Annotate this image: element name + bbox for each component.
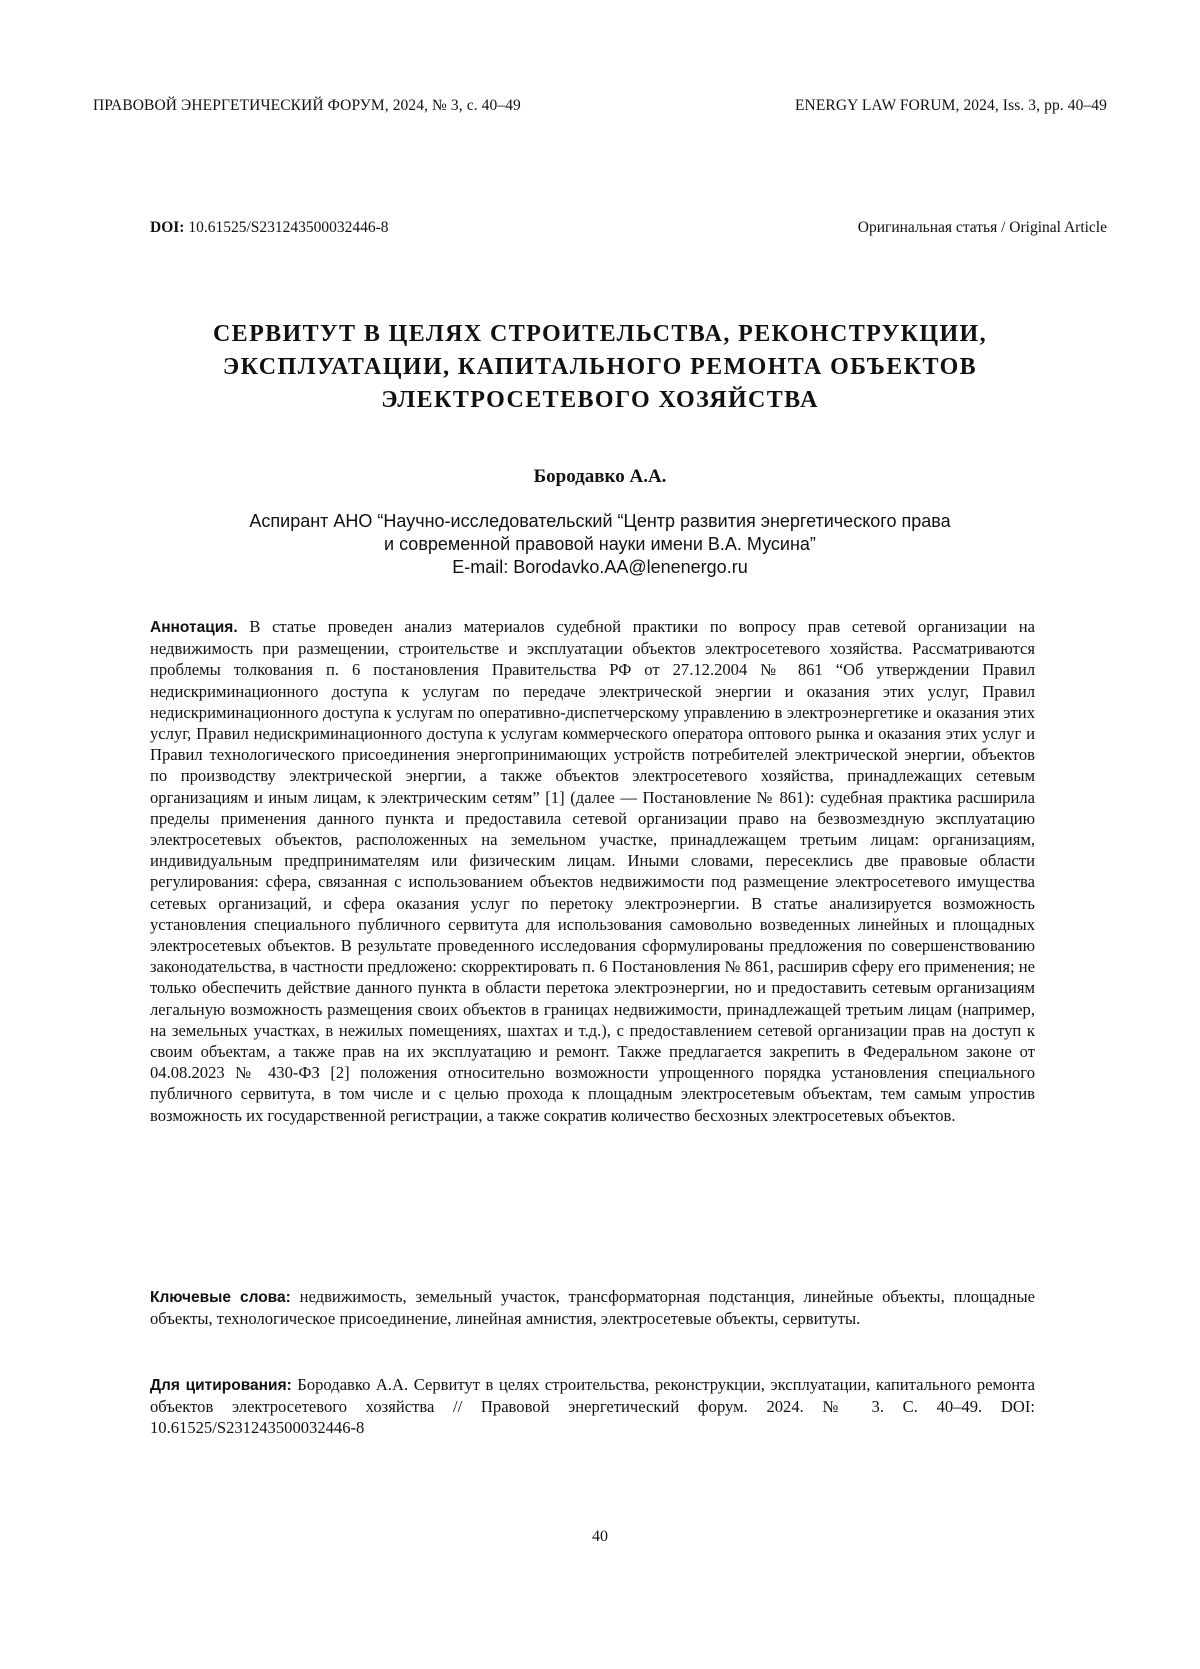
doi-value: 10.61525/S231243500032446-8 <box>184 219 389 236</box>
keywords-text: недвижимость, земельный участок, трансформаторная подстанция, линейные объекты, площадные объекты, технологическое присоединение, линейная амнистия, электросетевые объекты, сервитуты. <box>150 1287 1036 1329</box>
doi-label: DOI: <box>150 219 185 236</box>
title-line: ЭЛЕКТРОСЕТЕВОГО ХОЗЯЙСТВА <box>381 387 819 413</box>
title-line: ЭКСПЛУАТАЦИИ, КАПИТАЛЬНОГО РЕМОНТА ОБЪЕКТОВ <box>222 354 978 380</box>
abstract-label: Аннотация. <box>150 619 238 636</box>
author-affiliation <box>120 510 1080 579</box>
running-header <box>93 97 1107 115</box>
affiliation-line: Аспирант АНО “Научно-исследовательский “Центр развития энергетического права <box>249 511 951 531</box>
doi <box>150 219 389 237</box>
keywords <box>150 1286 1035 1329</box>
article-title <box>100 318 1100 417</box>
journal-header-ru: ПРАВОВОЙ ЭНЕРГЕТИЧЕСКИЙ ФОРУМ, 2024, № 3, с. 40–49 <box>93 97 521 114</box>
citation-label: Для цитирования: <box>150 1377 292 1394</box>
author-email: E-mail: Borodavko.AA@lenenergo.ru <box>452 557 748 577</box>
article-meta <box>150 219 1107 237</box>
article-type: Оригинальная статья / Original Article <box>857 219 1107 236</box>
page-number: 40 <box>592 1528 608 1545</box>
citation <box>150 1374 1035 1439</box>
title-line: СЕРВИТУТ В ЦЕЛЯХ СТРОИТЕЛЬСТВА, РЕКОНСТРУКЦИИ, <box>212 321 988 347</box>
author-name: Бородавко А.А. <box>533 466 667 487</box>
abstract-text: В статье проведен анализ материалов судебной практики по вопросу прав сетевой организации на недвижимость при размещении, строительстве и эксплуатации объектов электросетевого хозяйства. Рассматриваются проблемы толкования п. 6 постановления Правительства РФ от 27.12.2004 № 861 “Об утверждении Правил недискриминационного доступа к услугам по передаче электрической энергии и оказания этих услуг, Правил недискриминационного доступа к услугам по оперативно-диспетчерскому управлению в электроэнергетике и оказания этих услуг, Правил недискриминационного доступа к услугам коммерческого оператора оптового рынка и оказания этих услуг и Правил технологического присоединения энергопринимающих устройств потребителей электрической энергии, объектов по производству электрической энергии, а также объектов электросетевого хозяйства, принадлежащих сетевым организациям и иным лицам, к электрическим сетям” [1] (далее — Постановление № 861): судебная практика расширила пределы применения данного пункта и предоставила сетевой организации право на безвозмездную эксплуатацию электросетевых объектов, расположенных на земельном участке, принадлежащем третьим лицам: организациям, индивидуальным предпринимателям или физическим лицам. Иными словами, пересеклись две правовые области регулирования: сфера, связанная с использованием объектов недвижимости под размещение электросетевого имущества сетевых организаций, и сфера оказания услуг по перетоку электроэнергии. В статье анализируется возможность установления специального публичного сервитута для использования самовольно возведенных линейных и площадных электросетевых объектов. В результате проведенного исследования сформулированы предложения по совершенствованию законодательства, в частности предложено: скорректировать п. 6 Постановления № 861, расширив сферу его применения; не только обеспечить действие данного пункта в области перетока электроэнергии, но и предоставить сетевым организациям легальную возможность размещения своих объектов в границах недвижимости, принадлежащей третьим лицам (например, на земельных участках, в нежилых помещениях, шахтах и т.д.), с предоставлением сетевой организации прав на доступ к своим объектам, а также прав на их эксплуатацию и ремонт. Также предлагается закрепить в Федеральном законе от 04.08.2023 № 430-ФЗ [2] положения относительно возможности упрощенного порядка установления специального публичного сервитута, в том числе и с целью прохода к площадным электросетевым объектам, тем самым упростив возможность их государственной регистрации, а также сократив количество бесхозных электросетевых объектов. <box>150 617 1035 1125</box>
affiliation-line: и современной правовой науки имени В.А. Мусина” <box>384 534 816 554</box>
journal-header-en: ENERGY LAW FORUM, 2024, Iss. 3, pp. 40–49 <box>794 97 1107 114</box>
abstract <box>150 616 1035 1126</box>
citation-text: Бородавко А.А. Сервитут в целях строительства, реконструкции, эксплуатации, капитального ремонта объектов электросетевого хозяйства // Правовой энергетический форум. 2024. № 3. С. 40–49. DOI: 10.61525/S231243500032446-8 <box>150 1375 1035 1438</box>
keywords-label: Ключевые слова: <box>150 1289 291 1306</box>
